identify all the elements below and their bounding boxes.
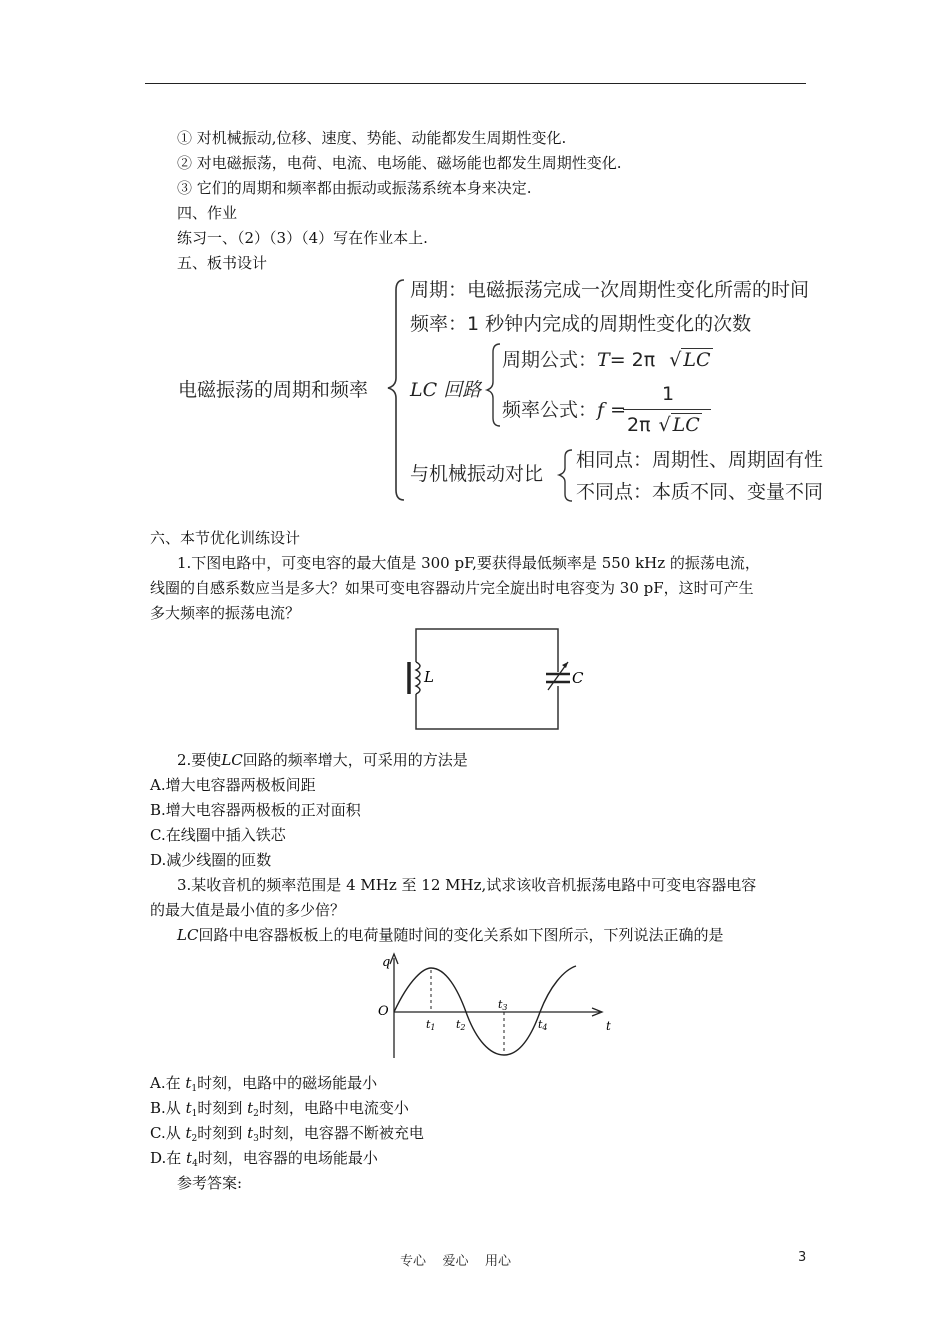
q1-line-2: 线圈的自感系数应当是多大？如果可变电容器动片完全旋出时电容变为 30 pF，这时可产生 [150, 579, 754, 597]
board-similar: 相同点：周期性、周期固有性 [576, 449, 824, 471]
board-lc-text: LC 回路 [410, 379, 482, 401]
q2-lc: LC [221, 751, 243, 769]
q2-stem [177, 750, 468, 770]
sqrt-lc-freq: LC [672, 414, 700, 436]
q1-line-3: 多大频率的振荡电流？ [150, 604, 301, 622]
section5-title: 五、板书设计 [177, 254, 268, 272]
graph-t2: t2 [456, 1018, 466, 1032]
q4-option-a: A.在 $t_1$时刻，电路中的磁场能最小 [150, 1074, 378, 1094]
freq-denominator [627, 413, 702, 437]
homework-text: 练习一、（2）（3）（4）写在作业本上. [177, 229, 428, 247]
period-formula-label: 周期公式： [502, 349, 598, 371]
q2-option-a: A.增大电容器两极板间距 [150, 776, 316, 794]
period-formula-lhs: T [597, 349, 610, 371]
q1-line-1: 1.下图电路中，可变电容的最大值是 300 pF,要获得最低频率是 550 kHz 的振荡电流， [177, 554, 760, 572]
q4-stem [177, 925, 723, 945]
q2-suffix: 回路的频率增大，可采用的方法是 [242, 751, 468, 769]
intro-line-1: ① 对机械振动,位移、速度、势能、动能都发生周期性变化. [177, 129, 567, 147]
board-freq-formula-label [502, 398, 626, 422]
board-compare-label: 与机械振动对比 [410, 463, 544, 485]
intro-line-2: ② 对电磁振荡，电荷、电流、电场能、磁场能也都发生周期性变化. [177, 154, 622, 172]
graph-t4: t4 [538, 1018, 548, 1032]
answer-label: 参考答案: [177, 1174, 243, 1192]
board-lc-label [410, 378, 481, 402]
header-rule [145, 83, 806, 84]
board-period-formula [502, 348, 713, 372]
q2-option-b: B.增大电容器两极板的正对面积 [150, 801, 361, 819]
board-different: 不同点：本质不同、变量不同 [576, 481, 824, 503]
q4-option-d: D.在 $t_4$时刻，电容器的电场能最小 [150, 1149, 378, 1169]
graph-t1: t1 [426, 1018, 436, 1032]
freq-formula-lhs: f = [597, 399, 627, 421]
intro-line-3: ③ 它们的周期和频率都由振动或振荡系统本身来决定. [177, 179, 532, 197]
capacitor-label: C [572, 669, 584, 687]
board-freq-def: 频率：1 秒钟内完成的周期性变化的次数 [410, 313, 752, 335]
q4-lc: LC [177, 926, 199, 944]
graph-x-label: t [606, 1019, 611, 1033]
q2-option-c: C.在线圈中插入铁芯 [150, 826, 286, 844]
board-period-def: 周期：电磁振荡完成一次周期性变化所需的时间 [410, 279, 810, 301]
freq-den-prefix: 2π [627, 414, 651, 436]
q2-option-d: D.减少线圈的匝数 [150, 851, 272, 869]
charge-time-graph [368, 950, 618, 1062]
q4-text: 回路中电容器板板上的电荷量随时间的变化关系如下图所示，下列说法正确的是 [198, 926, 724, 944]
inductor-label: L [424, 668, 434, 686]
board-design [160, 272, 860, 512]
q2-prefix: 2.要使 [177, 751, 222, 769]
q4-option-c: C.从 $t_2$时刻到 $t_3$时刻，电容器不断被充电 [150, 1124, 424, 1144]
page-number: 3 [798, 1250, 807, 1265]
q3-line-1: 3.某收音机的频率范围是 4 MHz 至 12 MHz,试求该收音机振荡电路中可变电容器电容 [177, 876, 757, 894]
footer-motto: 专心 爱心 用心 [400, 1254, 512, 1269]
period-formula-rhs: = 2π [609, 349, 656, 371]
board-root: 电磁振荡的周期和频率 [178, 379, 369, 401]
sqrt-sign-period: √ [669, 349, 682, 371]
sqrt-sign-freq: √ [658, 414, 671, 436]
q3-line-2: 的最大值是最小值的多少倍？ [150, 901, 346, 919]
lc-circuit-diagram [400, 624, 590, 734]
freq-numerator: 1 [661, 383, 675, 405]
section4-title: 四、作业 [177, 204, 238, 222]
freq-formula-label: 频率公式： [502, 399, 598, 421]
graph-y-label: q [382, 955, 391, 970]
section6-title: 六、本节优化训练设计 [150, 529, 301, 547]
freq-fraction-bar [623, 409, 711, 410]
sqrt-lc-period: LC [683, 349, 711, 371]
graph-t3: t3 [498, 998, 508, 1012]
graph-origin: O [378, 1004, 389, 1019]
q4-option-b: B.从 $t_1$时刻到 $t_2$时刻，电路中电流变小 [150, 1099, 409, 1119]
